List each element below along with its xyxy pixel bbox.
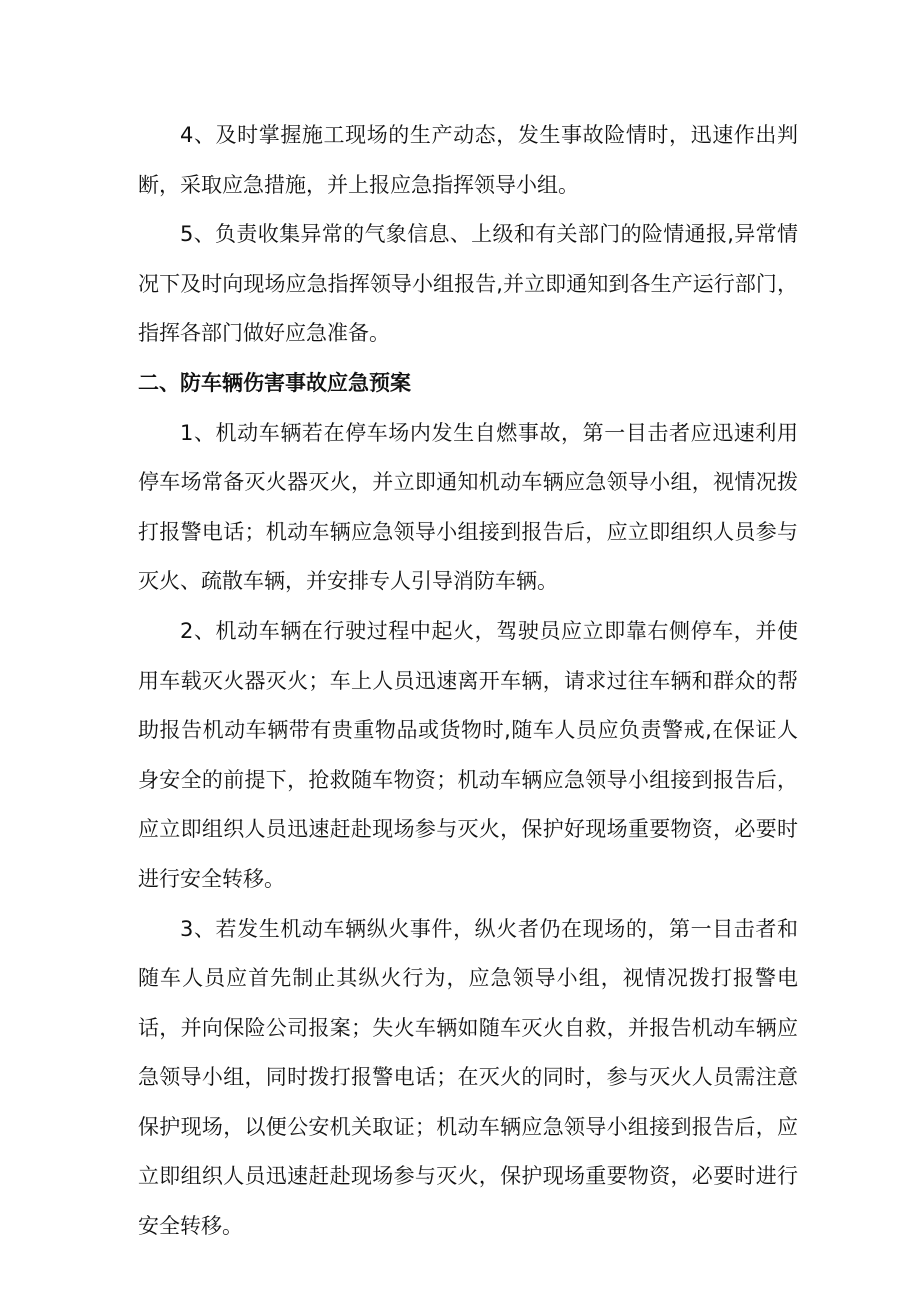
- paragraph-vehicle-1: 1、机动车辆若在停车场内发生自燃事故，第一目击者应迅速利用停车场常备灭火器灭火，并立即通知机动车辆应急领导小组，视情况拨打报警电话；机动车辆应急领导小组接到报告后，应立即组织人员参与灭火、疏散车辆，并安排专人引导消防车辆。: [138, 420, 798, 594]
- document-body: [138, 111, 798, 1252]
- paragraph-5: 5、负责收集异常的气象信息、上级和有关部门的险情通报,异常情况下及时向现场应急指挥领导小组报告,并立即通知到各生产运行部门，指挥各部门做好应急准备。: [138, 222, 798, 346]
- paragraph-vehicle-2: 2、机动车辆在行驶过程中起火，驾驶员应立即靠右侧停车，并使用车载灭火器灭火；车上人员迅速离开车辆，请求过往车辆和群众的帮助报告机动车辆带有贵重物品或货物时,随车人员应负责警戒,在保证人身安全的前提下，抢救随车物资；机动车辆应急领导小组接到报告后，应立即组织人员迅速赶赴现场参与灭火，保护好现场重要物资，必要时进行安全转移。: [138, 618, 798, 891]
- paragraph-4: 4、及时掌握施工现场的生产动态，发生事故险情时，迅速作出判断，采取应急措施，并上报应急指挥领导小组。: [138, 123, 798, 197]
- section-heading: 二、防车辆伤害事故应急预案: [138, 370, 411, 395]
- paragraph-vehicle-3: 3、若发生机动车辆纵火事件，纵火者仍在现场的，第一目击者和随车人员应首先制止其纵火行为，应急领导小组，视情况拨打报警电话，并向保险公司报案；失火车辆如随车灭火自救，并报告机动车辆应急领导小组，同时拨打报警电话；在灭火的同时，参与灭火人员需注意保护现场，以便公安机关取证；机动车辆应急领导小组接到报告后，应立即组织人员迅速赶赴现场参与灭火，保护现场重要物资，必要时进行安全转移。: [138, 916, 798, 1239]
